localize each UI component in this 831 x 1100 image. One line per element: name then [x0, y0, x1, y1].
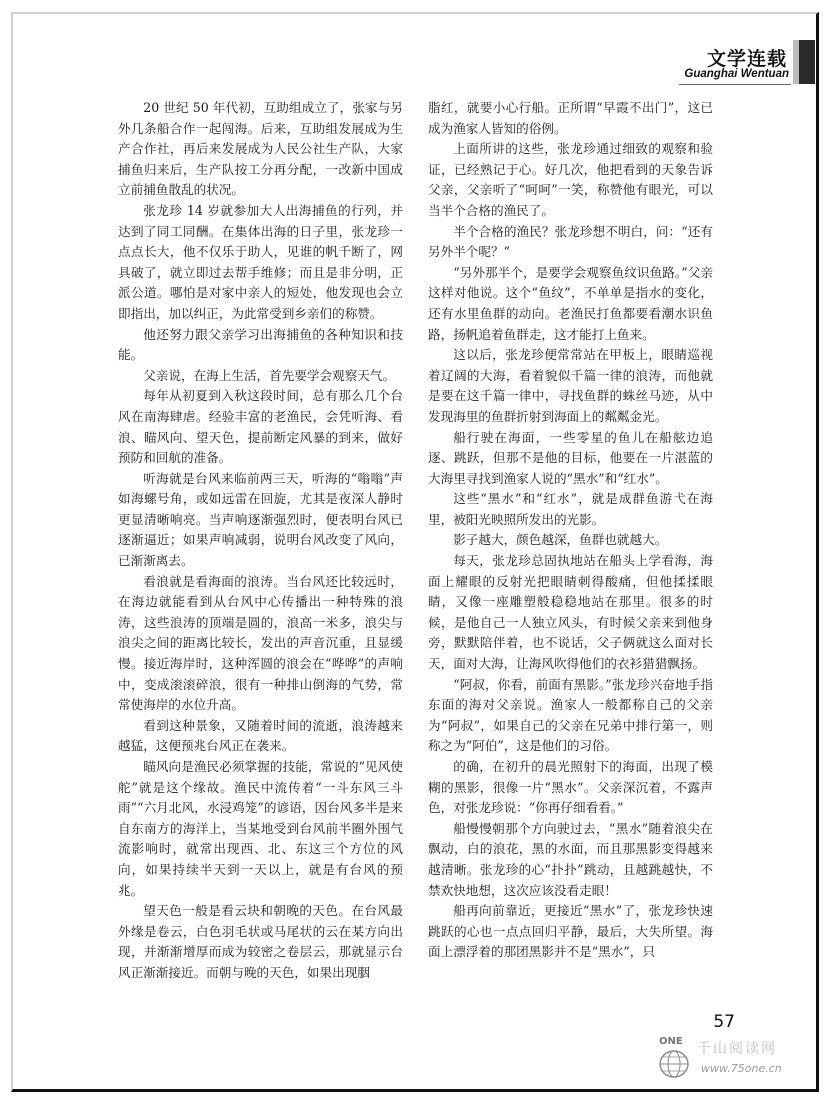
paragraph: 看浪就是看海面的浪涛。当台风还比较远时，在海边就能看到从台风中心传播出一种特殊的浪涛，这些浪涛的顶端是圆的，浪高一米多，浪尖与浪尖之间的距离比较长，发出的声音沉重，且显缓慢。接近海岸时，这种浑圆的浪会在“哗哗”的声响中，变成滚滚碎浪，很有一种排山倒海的气势，常常使海岸的水位升高。: [118, 573, 403, 713]
paragraph: “另外那半个，是要学会观察鱼纹识鱼路。”父亲这样对他说。这个“鱼纹”，不单单是指水的变化，还有水里鱼群的动向。老渔民打鱼都要看潮水识鱼路，扬帆追着鱼群走，这才能打上鱼来。: [428, 264, 713, 342]
paragraph: 船再向前靠近，更接近“黑水”了，张龙珍快速跳跃的心也一点点回归平静，最后，大失所望。海面上漂浮着的那团黑影并不是“黑水”，只: [428, 903, 713, 960]
paragraph: 船慢慢朝那个方向驶过去，“黑水”随着浪尖在飘动，白的浪花，黑的水面，而且那黑影变得越来越清晰。张龙珍的心“扑扑”跳动，且越跳越快，不禁欢快地想，这次应该没看走眼！: [428, 820, 713, 898]
paragraph: 20 世纪 50 年代初，互助组成立了，张家与另外几条船合作一起闯海。后来，互助组发展成为生产合作社，再后来发展成为人民公社生产队，大家捕鱼归来后，生产队按工分再分配，一改新中国成立前捕鱼散乱的状况。: [118, 100, 403, 198]
logo-text: ONE: [659, 1036, 683, 1047]
section-title: 文学连载: [706, 48, 787, 70]
paragraph: 每天，张龙珍总固执地站在船头上学看海，海面上耀眼的反射光把眼睛刺得酸痛，但他揉揉眼睛，又像一座雕塑般稳稳地站在那里。很多的时候，是他自己一人独立风头，有时候父亲来到他身旁，默默陪伴着，也不说话，父子俩就这么面对长天，面对大海，让海风吹得他们的衣衫猎猎飘扬。: [428, 553, 713, 672]
right-column: [428, 98, 713, 963]
paragraph: 船行驶在海面，一些零星的鱼儿在船舷边追逐、跳跃，但那不是他的目标，他要在一片湛蓝的大海里寻找到渔家人说的“黑水”和“红水”。: [428, 429, 713, 486]
paragraph: “阿叔，你看，前面有黑影。”张龙珍兴奋地手指东面的海对父亲说。渔家人一般都称自己的父亲为“阿叔”，如果自己的父亲在兄弟中排行第一，则称之为“阿伯”，这是他们的习俗。: [428, 676, 713, 754]
paragraph: 这些“黑水”和“红水”，就是成群鱼游弋在海里，被阳光映照所发出的光影。: [428, 491, 713, 527]
page-number: 57: [713, 1012, 735, 1032]
paragraph-continued: 脂红，就要小心行船。正所谓“早霞不出门”，这已成为渔家人皆知的俗例。: [428, 100, 713, 136]
header-rule: [679, 84, 791, 85]
header-tab-block: [799, 40, 815, 84]
section-title-pinyin: Guanghai Wentuan: [684, 68, 789, 80]
paragraph: 影子越大，颜色越深，鱼群也就越大。: [453, 532, 668, 548]
paragraph: 半个合格的渔民？张龙珍想不明白，问：“还有另外半个呢？”: [428, 223, 713, 260]
paragraph: 上面所讲的这些，张龙珍通过细致的观察和验证，已经熟记于心。好几次，他把看到的天象告诉父亲，父亲听了“呵呵”一笑，称赞他有眼光，可以当半个合格的渔民了。: [428, 141, 713, 218]
paragraph: 瞄风向是渔民必须掌握的技能，常说的“见风使舵”就是这个缘故。渔民中流传着“一斗东风三斗雨”“六月北风，水浸鸡笼”的谚语，因台风多半是来自东南方的海洋上，当某地受到台风前半圈外围气流影响时，就常出现西、北、东这三个方位的风向，如果持续半天到一天以上，就是有台风的预兆。: [118, 759, 403, 898]
section-header: [675, 40, 815, 88]
left-column: [118, 98, 403, 984]
paragraph: 的确，在初升的晨光照射下的海面，出现了模糊的黑影，很像一片“黑水”。父亲深沉着，不露声色，对张龙珍说：“你再仔细看看。”: [428, 759, 713, 816]
watermark: [657, 1032, 817, 1086]
paragraph: 看到这种景象，又随着时间的流逝，浪涛越来越猛，这便预兆台风正在袭来。: [118, 717, 403, 754]
paragraph: 父亲说，在海上生活，首先要学会观察天气。: [143, 367, 396, 383]
paragraph: 这以后，张龙珍便常常站在甲板上，眼睛巡视着辽阔的大海，看着貌似千篇一律的浪涛，而他就是要在这千篇一律中，寻找鱼群的蛛丝马迹，从中发现海里的鱼群折射到海面上的粼粼金光。: [428, 347, 713, 424]
paragraph: 望天色一般是看云块和朝晚的天色。在台风最外缘是卷云，白色羽毛状或马尾状的云在某方向出现，并渐渐增厚而成为较密之卷层云，那就显示台风正渐渐接近。而朝与晚的天色，如果出现胭: [118, 903, 403, 980]
paragraph: 张龙珍 14 岁就参加大人出海捕鱼的行列，并达到了同工同酬。在集体出海的日子里，张龙珍一点点长大，他不仅乐于助人，见谁的帆千断了，网具破了，就立即过去帮手维修；而且是非分明，正派公道。哪怕是对家中亲人的短处，他发现也会立即指出，加以纠正，为此常受到乡亲们的称赞。: [118, 202, 403, 321]
paragraph: 他还努力跟父亲学习出海捕鱼的各种知识和技能。: [118, 326, 403, 363]
paragraph: 每年从初夏到入秋这段时间，总有那么几个台风在南海肆虐。经验丰富的老渔民，会凭听海、看浪、瞄风向、望天色，提前断定风暴的到来，做好预防和回航的准备。: [118, 388, 403, 466]
watermark-site-name: 千山阅读网: [697, 1041, 777, 1057]
globe-logo-icon: [657, 1032, 691, 1082]
paragraph: 听海就是台风来临前两三天，听海的“嗡嗡”声如海螺号角，或如远雷在回旋，尤其是夜深人静时更显清晰响亮。当声响逐渐强烈时，便表明台风已逐渐逼近；如果声响减弱，说明台风改变了风向，已渐渐离去。: [118, 470, 403, 569]
watermark-url: www.75one.cn: [701, 1062, 782, 1075]
